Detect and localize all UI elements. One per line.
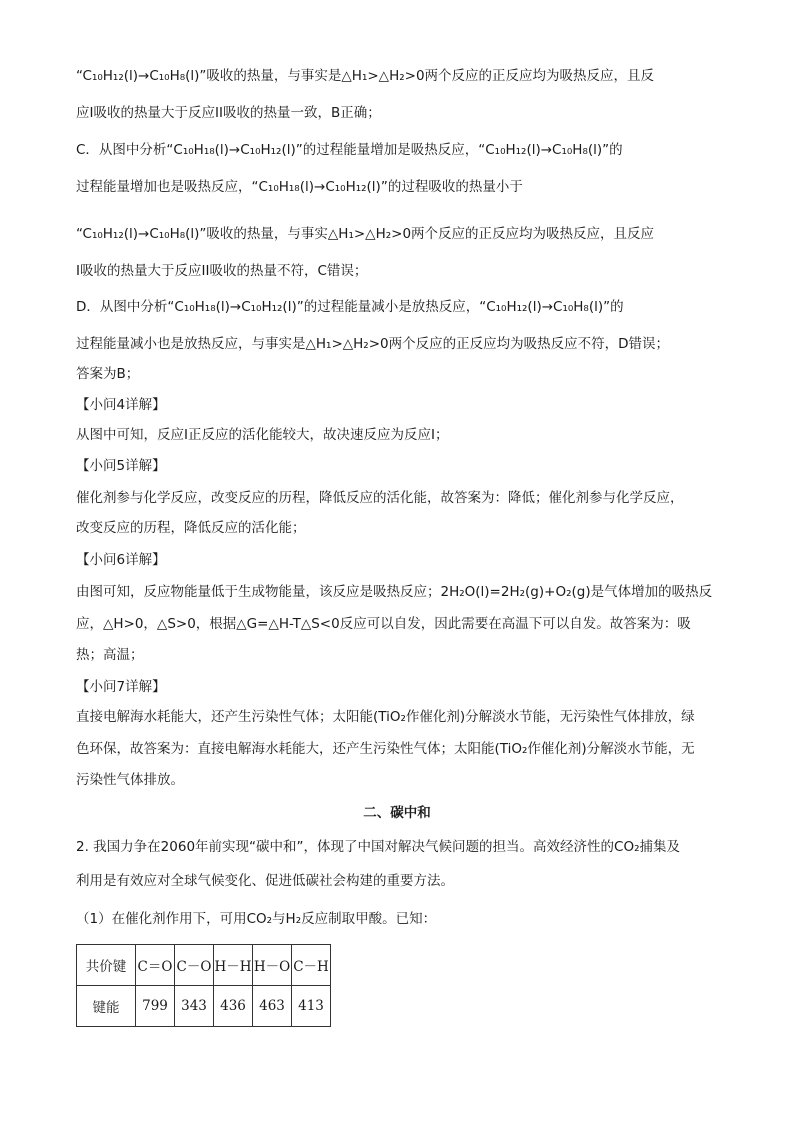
- bond-energy-table: [76, 944, 331, 1027]
- question-text: 2. 我国力争在2060年前实现“碳中和”，体现了中国对解决气候问题的担当。高效经济性的CO₂捕集及: [76, 839, 680, 855]
- text-line: 过程能量减小也是放热反应，与事实是△H₁>△H₂>0两个反应的正反应均为吸热反应不符，D错误；: [76, 336, 669, 352]
- text-line: 答案为B；: [76, 366, 140, 382]
- table-cell: 463: [253, 986, 292, 1027]
- table-cell: 键能: [77, 986, 136, 1027]
- section-title: 二、碳中和: [363, 805, 431, 821]
- text-line: C．从图中分析“C₁₀H₁₈(l)→C₁₀H₁₂(l)”的过程能量增加是吸热反应，“C₁₀H₁₂(l)→C₁₀H₈(l)”的: [76, 142, 623, 158]
- text-line: D．从图中分析“C₁₀H₁₈(l)→C₁₀H₁₂(l)”的过程能量减小是放热反应，“C₁₀H₁₂(l)→C₁₀H₈(l)”的: [76, 299, 624, 315]
- table-header-cell: C＝O: [136, 945, 175, 986]
- text-line: 过程能量增加也是吸热反应，“C₁₀H₁₈(l)→C₁₀H₁₂(l)”的过程吸收的热量小于: [76, 179, 523, 195]
- text-line: 直接电解海水耗能大，还产生污染性气体；太阳能(TiO₂作催化剂)分解淡水节能，无污染性气体排放，绿: [76, 709, 695, 725]
- text-line: 热；高温；: [76, 647, 144, 663]
- text-line: 应I吸收的热量大于反应II吸收的热量一致，B正确；: [76, 105, 381, 121]
- text-line: 改变反应的历程，降低反应的活化能；: [76, 520, 306, 536]
- subquestion-heading: 【小问5详解】: [76, 458, 166, 474]
- subquestion-heading: 【小问7详解】: [76, 679, 166, 695]
- text-line: 应，△H>0，△S>0，根据△G=△H-T△S<0反应可以自发，因此需要在高温下可以自发。故答案为：吸: [76, 616, 691, 632]
- table-header-cell: H－O: [253, 945, 292, 986]
- text-line: 色环保，故答案为：直接电解海水耗能大，还产生污染性气体；太阳能(TiO₂作催化剂)分解淡水节能，无: [76, 741, 695, 757]
- table-cell: 413: [292, 986, 331, 1027]
- table-cell: 436: [214, 986, 253, 1027]
- table-cell: 343: [175, 986, 214, 1027]
- subquestion-heading: 【小问4详解】: [76, 397, 166, 413]
- text-line: 污染性气体排放。: [76, 772, 184, 788]
- question-text: 利用是有效应对全球气候变化、促进低碳社会构建的重要方法。: [76, 873, 454, 889]
- text-line: 催化剂参与化学反应，改变反应的历程，降低反应的活化能，故答案为：降低；催化剂参与化学反应，: [76, 490, 684, 506]
- text-line: “C₁₀H₁₂(l)→C₁₀H₈(l)”吸收的热量，与事实△H₁>△H₂>0两个反应的正反应均为吸热反应，且反应: [76, 226, 655, 242]
- table-row: [77, 986, 331, 1027]
- text-line: I吸收的热量大于反应II吸收的热量不符，C错误；: [76, 263, 368, 279]
- table-row: [77, 945, 331, 986]
- table-header-cell: C－H: [292, 945, 331, 986]
- subquestion-heading: 【小问6详解】: [76, 552, 166, 568]
- table-header-cell: C－O: [175, 945, 214, 986]
- table-header-cell: H－H: [214, 945, 253, 986]
- table-header-cell: 共价键: [77, 945, 136, 986]
- text-line: 由图可知，反应物能量低于生成物能量，该反应是吸热反应；2H₂O(l)=2H₂(g)+O₂(g)是气体增加的吸热反: [76, 584, 713, 600]
- table-cell: 799: [136, 986, 175, 1027]
- text-line: 从图中可知，反应I正反应的活化能较大，故决速反应为反应I；: [76, 427, 449, 443]
- text-line: “C₁₀H₁₂(l)→C₁₀H₈(l)”吸收的热量，与事实是△H₁>△H₂>0两个反应的正反应均为吸热反应，且反: [76, 68, 655, 84]
- question-text: （1）在催化剂作用下，可用CO₂与H₂反应制取甲酸。已知：: [76, 911, 437, 927]
